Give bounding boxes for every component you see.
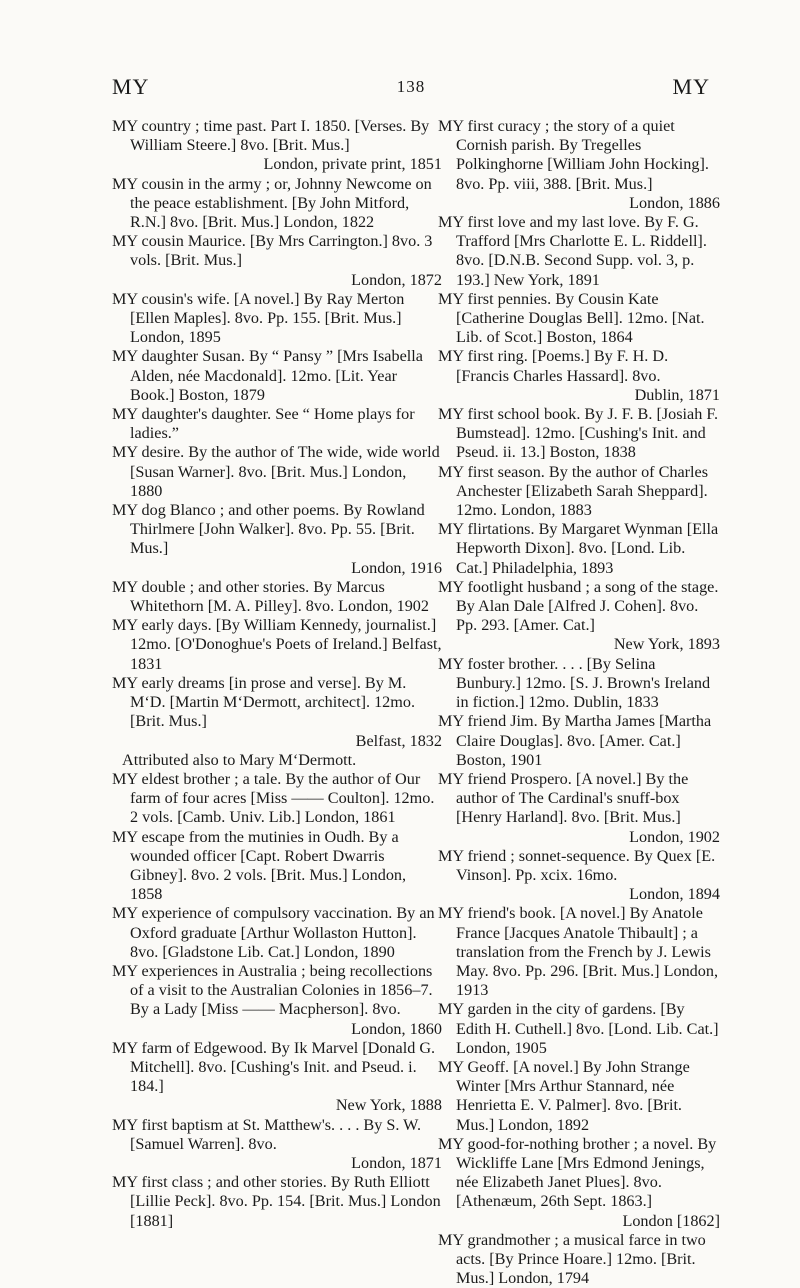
bibliography-entry [112, 1116, 442, 1174]
bibliography-entry [112, 1039, 442, 1116]
bibliography-entry [438, 770, 720, 847]
entry-text: MY first school book. By J. F. B. [Josiah F. Bumstead]. 12mo. [Cushing's Init. and Pseud. ii. 13.] Boston, 1838 [438, 405, 719, 462]
page-number: 138 [396, 77, 426, 96]
bibliography-entry [438, 117, 720, 213]
entry-text: MY eldest brother ; a tale. By the author of Our farm of four acres [Miss —— Coulton]. 12mo. 2 vols. [Camb. Univ. Lib.] London, 1861 [112, 769, 435, 827]
entry-imprint: London, 1916 [351, 558, 442, 577]
bibliography-entry [438, 1135, 720, 1231]
right-column [438, 117, 720, 1288]
bibliography-entry [438, 578, 720, 655]
entry-imprint: Belfast, 1832 [355, 731, 442, 750]
entry-text: MY dog Blanco ; and other poems. By Rowland Thirlmere [John Walker]. 8vo. Pp. 55. [Brit. Mus.] [112, 501, 425, 558]
entry-text: MY first baptism at St. Matthew's. . . . By S. W. [Samuel Warren]. 8vo. [112, 1115, 421, 1153]
bibliography-entry [438, 347, 720, 405]
entry-text: MY first curacy ; the story of a quiet Cornish parish. By Tregelles Polkinghorne [William John Hocking]. 8vo. Pp. viii, 388. [Brit. Mus.] [438, 117, 709, 193]
bibliography-entry [112, 828, 442, 905]
entry-imprint: London, 1860 [351, 1019, 442, 1038]
entry-text: MY escape from the mutinies in Oudh. By a wounded officer [Capt. Robert Dwarris Gibney]. 8vo. 2 vols. [Brit. Mus.] London, 1858 [112, 827, 407, 904]
bibliography-entry [112, 1173, 442, 1231]
bibliography-entry [438, 1231, 720, 1288]
entry-note: Attributed also to Mary M‘Dermott. [122, 750, 357, 769]
bibliography-entry [438, 1000, 720, 1058]
entry-imprint: London, 1902 [629, 827, 720, 846]
entry-text: MY early dreams [in prose and verse]. By M. M‘D. [Martin M‘Dermott, architect]. 12mo. [Brit. Mus.] [112, 673, 416, 731]
entry-imprint: London, 1894 [629, 885, 720, 904]
entry-text: MY early days. [By William Kennedy, journalist.] 12mo. [O'Donoghue's Poets of Ireland.] Belfast, 1831 [112, 616, 442, 673]
bibliography-entry [112, 578, 442, 616]
bibliography-entry [112, 290, 442, 348]
entry-text: MY grandmother ; a musical farce in two acts. [By Prince Hoare.] 12mo. [Brit. Mus.] London, 1794 [438, 1230, 706, 1288]
bibliography-entry [112, 501, 442, 578]
bibliography-entry [112, 674, 442, 751]
entry-imprint: Dublin, 1871 [634, 385, 720, 404]
entry-text: MY cousin Maurice. [By Mrs Carrington.] 8vo. 3 vols. [Brit. Mus.] [112, 232, 433, 270]
bibliography-entry [112, 405, 442, 443]
entry-text: MY desire. By the author of The wide, wide world [Susan Warner]. 8vo. [Brit. Mus.] London, 1880 [112, 443, 440, 500]
left-column [112, 117, 442, 1231]
entry-text: MY Geoff. [A novel.] By John Strange Winter [Mrs Arthur Stannard, née Henrietta E. V. Palmer]. 8vo. [Brit. Mus.] London, 1892 [438, 1057, 690, 1134]
entry-imprint: London [1862] [622, 1211, 720, 1230]
bibliography-entry [112, 770, 442, 828]
entry-text: MY garden in the city of gardens. [By Edith H. Cuthell.] 8vo. [Lond. Lib. Cat.] London, 1905 [438, 1000, 719, 1057]
bibliography-entry [438, 712, 720, 770]
entry-text: MY foster brother. . . . [By Selina Bunbury.] 12mo. [S. J. Brown's Ireland in fiction.] 12mo. Dublin, 1833 [438, 654, 711, 712]
entry-text: MY good-for-nothing brother ; a novel. By Wickliffe Lane [Mrs Edmond Jenings, née Elizabeth Janet Plues]. 8vo. [Athenæum, 26th Sept. 1863.] [438, 1134, 717, 1211]
bibliography-entry [438, 520, 720, 578]
page-header [112, 74, 710, 104]
entry-imprint: London, 1871 [351, 1153, 442, 1172]
running-head-left: MY [112, 74, 150, 99]
bibliography-entry [438, 463, 720, 521]
entry-text: MY friend's book. [A novel.] By Anatole France [Jacques Anatole Thibault] ; a translation from the French by J. Lewis May. 8vo. Pp. 296. [Brit. Mus.] London, 1913 [438, 904, 718, 1000]
entry-text: MY daughter's daughter. See “ Home plays for ladies.” [112, 405, 415, 443]
entry-text: MY country ; time past. Part I. 1850. [Verses. By William Steere.] 8vo. [Brit. Mus.] [112, 117, 430, 155]
entry-imprint: London, private print, 1851 [263, 155, 442, 174]
entry-text: MY double ; and other stories. By Marcus Whitethorn [M. A. Pilley]. 8vo. London, 1902 [112, 577, 429, 616]
bibliography-entry [112, 117, 442, 175]
entry-imprint: New York, 1893 [613, 635, 720, 654]
bibliography-entry [112, 962, 442, 1039]
bibliography-entry [438, 213, 720, 290]
entry-text: MY first love and my last love. By F. G. Trafford [Mrs Charlotte E. L. Riddell]. 8vo. [D.N.B. Second Supp. vol. 3, p. 193.] New York, 1891 [438, 213, 707, 289]
entry-text: MY first pennies. By Cousin Kate [Catherine Douglas Bell]. 12mo. [Nat. Lib. of Scot.] Boston, 1864 [438, 289, 705, 347]
bibliography-entry [438, 290, 720, 348]
bibliography-entry [112, 904, 442, 962]
running-head-right: MY [672, 74, 710, 99]
bibliography-entry [438, 655, 720, 713]
entry-text: MY first class ; and other stories. By Ruth Elliott [Lillie Peck]. 8vo. Pp. 154. [Brit. Mus.] London [1881] [112, 1173, 441, 1230]
entry-imprint: New York, 1888 [335, 1096, 442, 1115]
bibliography-entry [438, 405, 720, 463]
entry-text: MY flirtations. By Margaret Wynman [Ella Hepworth Dixon]. 8vo. [Lond. Lib. Cat.] Philadelphia, 1893 [438, 520, 719, 577]
bibliography-entry [112, 232, 442, 290]
entry-text: MY daughter Susan. By “ Pansy ” [Mrs Isabella Alden, née Macdonald]. 12mo. [Lit. Year Book.] Boston, 1879 [112, 347, 423, 404]
entry-imprint: London, 1886 [629, 193, 720, 212]
entry-text: MY friend ; sonnet-sequence. By Quex [E. Vinson]. Pp. xcix. 16mo. [438, 846, 716, 884]
entry-imprint: London, 1872 [351, 270, 442, 289]
bibliography-entry [112, 443, 442, 501]
entry-text: MY footlight husband ; a song of the stage. By Alan Dale [Alfred J. Cohen]. 8vo. Pp. 293. [Amer. Cat.] [438, 577, 719, 635]
entry-text: MY experience of compulsory vaccination. By an Oxford graduate [Arthur Wollaston Hutton]. 8vo. [Gladstone Lib. Cat.] London, 1890 [112, 904, 435, 961]
bibliography-entry [438, 904, 720, 1000]
entry-text: MY first ring. [Poems.] By F. H. D. [Francis Charles Hassard]. 8vo. [438, 347, 669, 385]
bibliography-entry [112, 616, 442, 674]
bibliography-entry [438, 847, 720, 905]
entry-text: MY friend Jim. By Martha James [Martha Claire Douglas]. 8vo. [Amer. Cat.] Boston, 1901 [438, 712, 712, 769]
bibliography-entry [438, 1058, 720, 1135]
entry-text: MY cousin's wife. [A novel.] By Ray Merton [Ellen Maples]. 8vo. Pp. 155. [Brit. Mus.] London, 1895 [112, 289, 405, 347]
bibliography-entry [112, 347, 442, 405]
entry-text: MY experiences in Australia ; being recollections of a visit to the Australian Colonies in 1856–7. By a Lady [Miss —— Macpherson]. 8vo. [112, 961, 433, 1019]
entry-text: MY first season. By the author of Charles Anchester [Elizabeth Sarah Sheppard]. 12mo. London, 1883 [438, 462, 709, 520]
entry-text: MY friend Prospero. [A novel.] By the author of The Cardinal's snuff-box [Henry Harland]. 8vo. [Brit. Mus.] [438, 769, 689, 827]
entry-text: MY cousin in the army ; or, Johnny Newcome on the peace establishment. [By John Mitford, R.N.] 8vo. [Brit. Mus.] London, 1822 [112, 174, 432, 232]
entry-text: MY farm of Edgewood. By Ik Marvel [Donald G. Mitchell]. 8vo. [Cushing's Init. and Pseud. i. 184.] [112, 1038, 436, 1096]
bibliography-entry [112, 175, 442, 233]
